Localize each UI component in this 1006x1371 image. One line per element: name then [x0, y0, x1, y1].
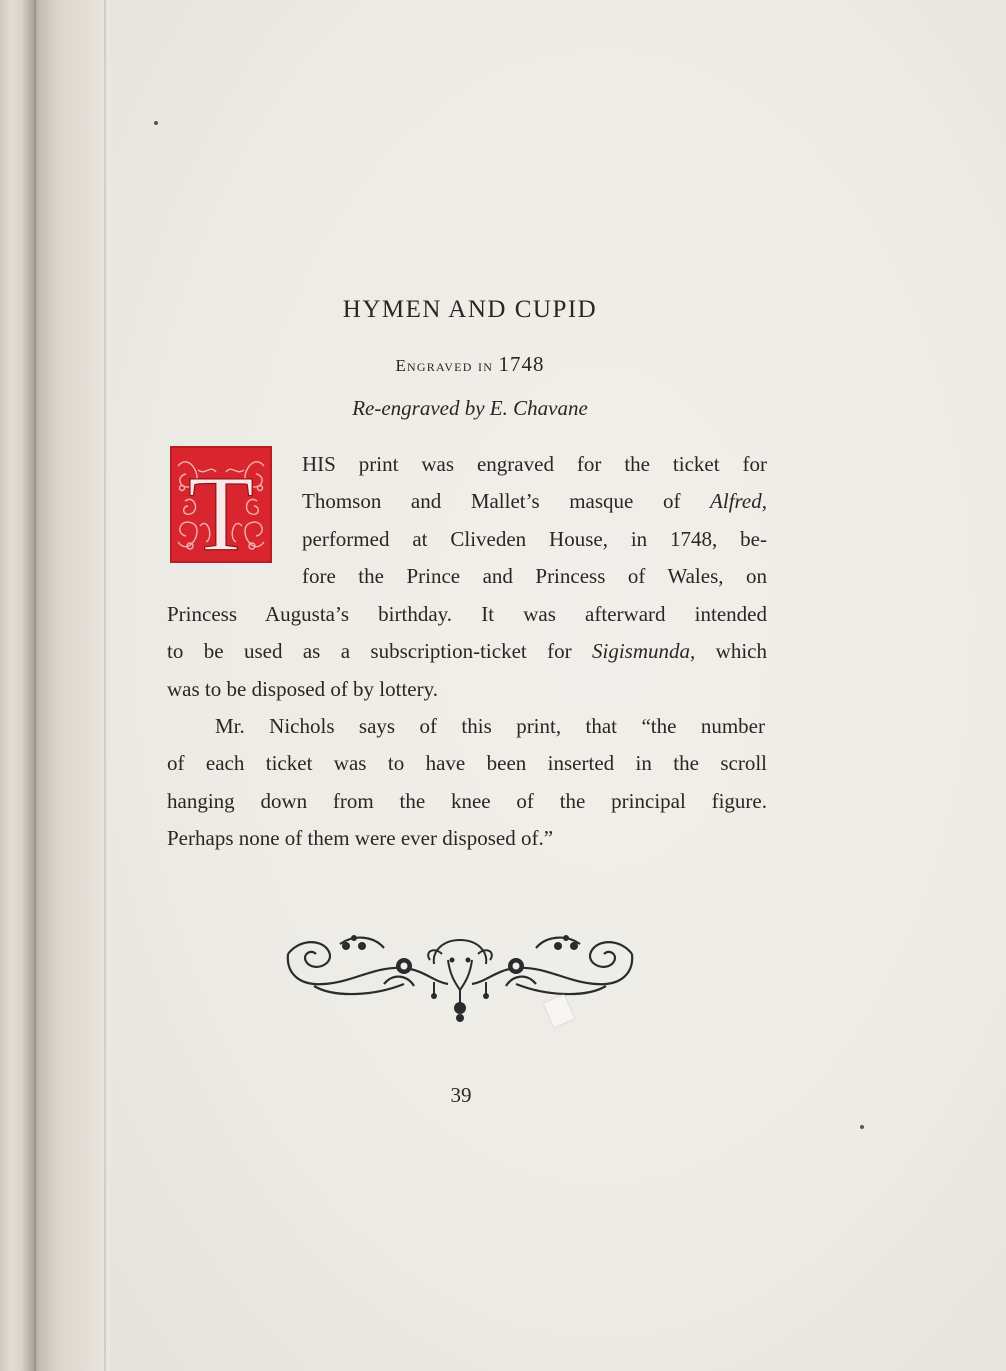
drop-cap-initial — [170, 446, 272, 563]
text-line: was to be disposed of by lottery. — [167, 677, 439, 701]
engraved-date — [0, 352, 940, 377]
text-line: fore the Prince and Princess of Wales, on — [302, 564, 767, 588]
gutter-fold-line — [34, 0, 36, 1371]
text-line: Mr. Nichols says of this print, that “the number — [215, 714, 765, 738]
paper-speck — [860, 1125, 864, 1129]
text-line: of each ticket was to have been inserted in the scroll — [167, 751, 767, 775]
drop-cap-ornament-icon — [170, 446, 272, 563]
text-line: HIS print was engraved for the ticket for — [302, 452, 767, 476]
text-line: Perhaps none of them were ever disposed of.” — [167, 826, 554, 850]
paper-speck — [154, 121, 158, 125]
text-line: performed at Cliveden House, in 1748, be- — [302, 527, 767, 551]
svg-text:T: T — [188, 455, 254, 563]
text-line: to be used as a subscription-ticket for Sigismunda, which — [167, 639, 767, 663]
engraved-year: 1748 — [498, 352, 545, 376]
page-number: 39 — [450, 1083, 472, 1107]
title-sigismunda: Sigismunda, — [592, 639, 696, 663]
gutter-edge-line — [104, 0, 106, 1371]
text-line: Princess Augusta’s birthday. It was afterward intended — [167, 602, 767, 626]
title-alfred: Alfred, — [710, 489, 767, 513]
page-title: HYMEN AND CUPID — [342, 296, 598, 323]
engraved-label: Engraved in — [395, 356, 494, 375]
text-line: hanging down from the knee of the principal figure. — [167, 789, 767, 813]
book-gutter — [0, 0, 110, 1371]
reengraved-credit: Re-engraved by E. Chavane — [352, 396, 588, 420]
floral-tailpiece-icon — [284, 924, 636, 1029]
text-line: Thomson and Mallet’s masque of Alfred, — [302, 489, 767, 513]
